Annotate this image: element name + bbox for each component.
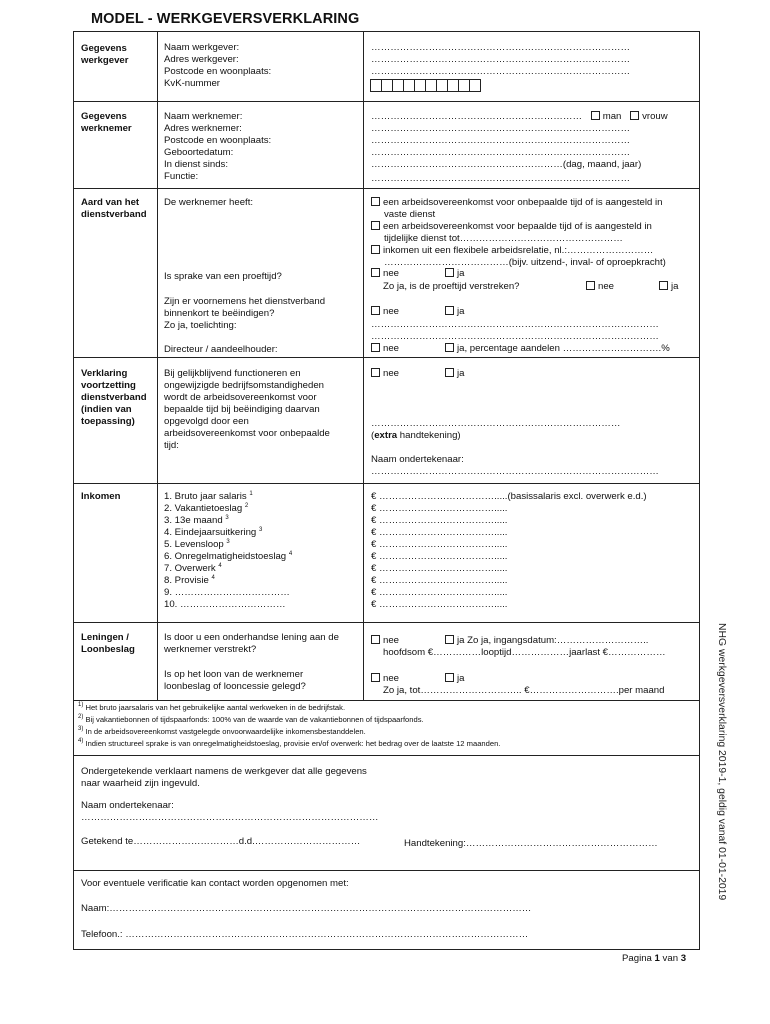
income-item-label: 6. Onregelmatigheidstoeslag $^4$ [164,551,293,562]
employee-function-label: Functie: [164,171,199,182]
probation-question: Is sprake van een proeftijd? [164,271,282,282]
checkbox-ja[interactable] [445,306,454,315]
income-item-label: 8. Provisie $^4$ [164,575,215,586]
column-divider [157,32,158,701]
income-item-label: 9. ……………………………… [164,587,290,598]
employer-address-label: Adres werkgever: [164,54,239,65]
income-item-value[interactable]: € ………………………………..... [371,587,508,598]
row-divider [74,483,699,484]
employer-section-heading: Gegevens werkgever [81,43,129,66]
checkbox-ja[interactable] [445,343,454,352]
page-title: MODEL - WERKGEVERSVERKLARING [91,11,360,27]
employee-address-label: Adres werknemer: [164,123,242,134]
declaration-form [73,31,700,950]
verification-text: Voor eventuele verificatie kan contact worden opgenomen met: [81,878,349,889]
employee-address-field[interactable]: ……………………………………………………………………… [371,123,631,134]
row-divider [74,622,699,623]
termination-question: Zijn er voornemens het dienstverband binnenkort te beëindigen? Zo ja, toelichting: [164,296,326,331]
income-item-label: 1. Bruto jaar salaris $^1$ [164,491,253,502]
checkbox-ja[interactable] [445,673,454,682]
employee-birthdate-field[interactable]: ……………………………………………………………………… [371,147,631,158]
extra-signature-label: (extra handtekening) [371,430,461,441]
employee-start-field[interactable]: ……………………………………………………(dag, maand, jaar) [371,159,642,170]
checkbox-nee[interactable] [371,306,380,315]
employer-postcode-label: Postcode en woonplaats: [164,66,272,77]
employee-postcode-field[interactable]: ……………………………………………………………………… [371,135,631,146]
kvk-number-boxes[interactable] [371,79,481,92]
signer-name-field[interactable]: ……………………………………………………………………………… [371,466,659,477]
income-section-heading: Inkomen [81,491,121,502]
income-item-value[interactable]: € ………………………………..... [371,527,508,538]
checkbox-vrouw[interactable] [630,111,639,120]
employee-section-heading: Gegevens werknemer [81,111,132,134]
option-flexible[interactable]: inkomen uit een flexibele arbeidsrelatie, nl.:……………………… …………………………………(bijv. uitzend-, inval- of oproepkracht) [371,245,666,269]
checkbox-ja[interactable] [445,268,454,277]
declaration-statement: Ondergetekende verklaart namens de werkgever dat alle gegevens naar waarheid zijn ingevuld. [81,766,367,789]
income-item-value[interactable]: € ……………………………….....(basissalaris excl. overwerk e.d.) [371,491,647,502]
dga-answer[interactable]: nee ja, percentage aandelen ………………………….% [371,343,399,355]
loans-section-heading: Leningen / Loonbeslag [81,632,135,655]
signer-name-label: Naam ondertekenaar: [371,454,464,465]
garnishment-answer[interactable]: nee ja [371,673,399,685]
option-permanent[interactable]: een arbeidsovereenkomst voor onbepaalde tijd of is aangesteld in vaste dienst [371,197,662,221]
verification-name-field[interactable]: Naam:…………………………………………………………………………………………………………………… [81,903,532,914]
termination-explanation-field[interactable]: ……………………………………………………………………………… [371,319,659,330]
row-divider [74,870,699,871]
row-divider [74,188,699,189]
income-item-label: 10. …………………………… [164,599,286,610]
page-number: Pagina 1 van 3 [622,953,687,964]
employer-name-label: Naam werkgever: [164,42,240,53]
checkbox-nee[interactable] [371,635,380,644]
row-divider [74,755,699,756]
income-item-label: 4. Eindejaarsuitkering $^3$ [164,527,263,538]
loan-details-field[interactable]: hoofdsom €……………looptijd………………jaarlast €……………… [383,647,666,658]
checkbox-man[interactable] [591,111,600,120]
side-version-text: NHG werkgeversverklaring 2019-1, geldig vanaf 01-01-2019 [716,623,727,901]
checkbox-nee[interactable] [371,343,380,352]
employee-birthdate-label: Geboortedatum: [164,147,234,158]
checkbox-permanent[interactable] [371,197,380,206]
checkbox-ja[interactable] [445,368,454,377]
checkbox-nee[interactable] [371,368,380,377]
checkbox-nee[interactable] [586,281,595,290]
dga-question: Directeur / aandeelhouder: [164,344,278,355]
checkbox-flexible[interactable] [371,245,380,254]
income-item-value[interactable]: € ………………………………..... [371,503,508,514]
income-item-label: 5. Levensloop $^3$ [164,539,230,550]
probation-answer[interactable]: nee ja [371,268,399,280]
extra-signature-field[interactable]: …………………………………………………………………… [371,418,621,429]
income-item-value[interactable]: € ………………………………..... [371,551,508,562]
termination-answer[interactable]: nee ja [371,306,399,318]
income-item-label: 7. Overwerk $^4$ [164,563,222,574]
row-divider [74,700,699,701]
declaration-signer-field[interactable]: ………………………………………………………………………………… [81,812,379,823]
loan-answer[interactable]: nee ja Zo ja, ingangsdatum:……………………….. [371,635,399,647]
employment-section-heading: Aard van het dienstverband [81,197,147,220]
probation-expired-question[interactable]: Zo ja, is de proeftijd verstreken? nee ja [383,281,679,292]
income-item-value[interactable]: € ………………………………..... [371,563,508,574]
footnote: $^{1)}$ Het bruto jaarsalaris van het gebruikelijke aantal werkweken in de bedrijfstak. [78,702,346,712]
continuation-section-heading: Verklaring voortzetting dienstverband (indien van toepassing) [81,368,147,427]
checkbox-nee[interactable] [371,268,380,277]
income-item-label: 2. Vakantietoeslag $^2$ [164,503,249,514]
income-item-value[interactable]: € ………………………………..... [371,515,508,526]
employment-question: De werknemer heeft: [164,197,254,208]
employer-name-field[interactable]: ……………………………………………………………………… [371,42,631,53]
income-item-label: 3. 13e maand $^3$ [164,515,229,526]
continuation-statement: Bij gelijkblijvend functioneren en ongewijzigde bedrijfsomstandigheden wordt de arbeidsovereenkomst voor bepaalde tijd bij beëindiging daarvan opgevolgd door een arbeidsovereenkomst voor onbepaalde tijd: [164,368,330,451]
continuation-answer[interactable]: nee ja [371,368,399,380]
employer-postcode-field[interactable]: ……………………………………………………………………… [371,66,631,77]
row-divider [74,357,699,358]
footnote: $^{4)}$ Indien structureel sprake is van onregelmatigheidstoeslag, provisie en/of overwerk: het bedrag over de laatste 12 maanden. [78,738,501,748]
employee-name-label: Naam werknemer: [164,111,243,122]
checkbox-ja[interactable] [445,635,454,644]
option-temporary[interactable]: een arbeidsovereenkomst voor bepaalde tijd of is aangesteld in tijdelijke dienst tot…………………………………………… [371,221,652,245]
checkbox-ja[interactable] [659,281,668,290]
column-divider [363,32,364,701]
employee-function-field[interactable]: ……………………………………………………………………… [371,173,631,184]
signature-field[interactable]: Handtekening:…………………………………………………… [404,838,658,849]
loan-question: Is door u een onderhandse lening aan de werknemer verstrekt? [164,632,339,655]
footnote: $^{3)}$ In de arbeidsovereenkomst vastgelegde onvoorwaardelijke inkomensbestanddelen. [78,726,366,736]
footnote: $^{2)}$ Bij vakantiebonnen of tijdspaarfonds: 100% van de waarde van de vakantiebonnen of tijdspaarfonds. [78,714,424,724]
declaration-signer-label: Naam ondertekenaar: [81,800,174,811]
employee-name-field[interactable]: ………………………………………………………… man vrouw [371,111,668,122]
checkbox-temporary[interactable] [371,221,380,230]
income-item-value[interactable]: € ………………………………..... [371,575,508,586]
checkbox-nee[interactable] [371,673,380,682]
garnishment-details-field[interactable]: Zo ja, tot………………………….. €……………………….per maand [383,685,665,696]
employer-kvk-label: KvK-nummer [164,78,220,89]
verification-phone-field[interactable]: Telefoon.: ……………………………………………………………………………………………………………… [81,929,529,940]
termination-explanation-field[interactable]: ……………………………………………………………………………… [371,331,659,342]
employee-start-label: In dienst sinds: [164,159,228,170]
signed-at-field[interactable]: Getekend te……………………………d.d.…………………………… [81,836,361,847]
income-item-value[interactable]: € ………………………………..... [371,539,508,550]
garnishment-question: Is op het loon van de werknemer loonbeslag of looncessie gelegd? [164,669,306,692]
income-item-value[interactable]: € ………………………………..... [371,599,508,610]
employee-postcode-label: Postcode en woonplaats: [164,135,272,146]
employer-address-field[interactable]: ……………………………………………………………………… [371,54,631,65]
row-divider [74,101,699,102]
